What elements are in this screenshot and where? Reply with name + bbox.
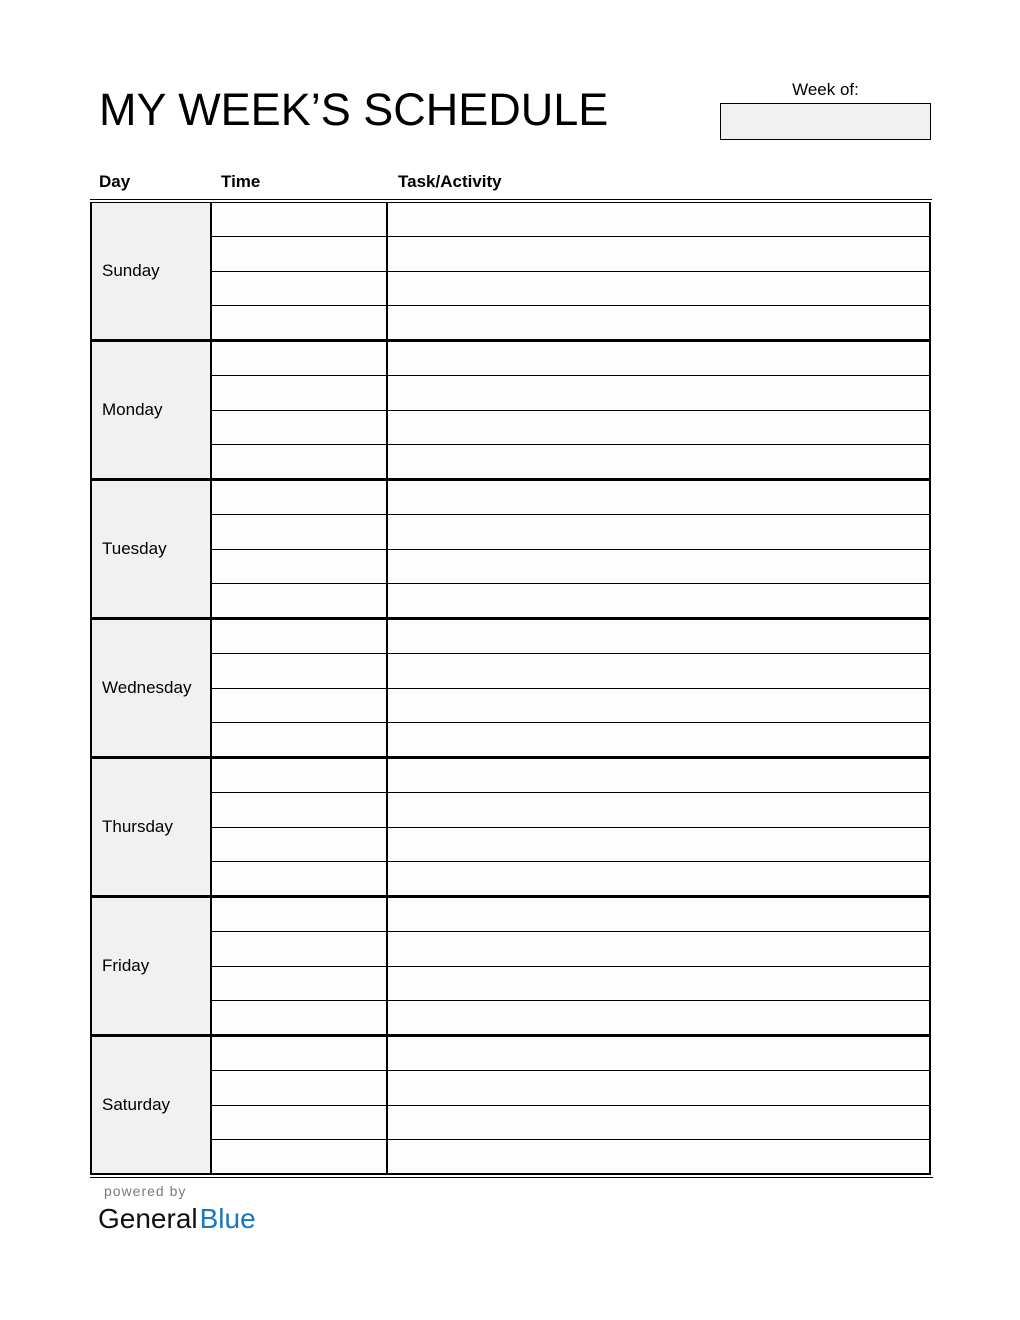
- table-row: [212, 862, 929, 895]
- time-cell[interactable]: [212, 898, 388, 931]
- time-cell[interactable]: [212, 584, 388, 617]
- table-row: [212, 967, 929, 1001]
- day-rows: [212, 759, 929, 895]
- time-cell[interactable]: [212, 1037, 388, 1070]
- table-row: [212, 237, 929, 271]
- column-header-time: Time: [221, 172, 261, 191]
- header-divider: [90, 199, 932, 200]
- table-row: [212, 342, 929, 376]
- powered-by-text: powered by: [104, 1183, 187, 1199]
- task-cell[interactable]: [388, 828, 929, 861]
- task-cell[interactable]: [388, 1140, 929, 1173]
- task-cell[interactable]: [388, 620, 929, 653]
- table-row: [212, 306, 929, 339]
- time-cell[interactable]: [212, 411, 388, 444]
- time-cell[interactable]: [212, 306, 388, 339]
- day-rows: [212, 620, 929, 756]
- day-label-friday: Friday: [92, 898, 212, 1034]
- day-block-saturday: [90, 1036, 931, 1175]
- bottom-divider: [90, 1177, 933, 1178]
- day-block-sunday: [90, 202, 931, 341]
- day-label-wednesday: Wednesday: [92, 620, 212, 756]
- table-row: [212, 1106, 929, 1140]
- table-row: [212, 793, 929, 827]
- time-cell[interactable]: [212, 654, 388, 687]
- table-row: [212, 515, 929, 549]
- day-block-thursday: [90, 758, 931, 897]
- time-cell[interactable]: [212, 1071, 388, 1104]
- time-cell[interactable]: [212, 445, 388, 478]
- task-cell[interactable]: [388, 793, 929, 826]
- table-row: [212, 759, 929, 793]
- day-rows: [212, 342, 929, 478]
- day-block-wednesday: [90, 619, 931, 758]
- time-cell[interactable]: [212, 1140, 388, 1173]
- day-block-tuesday: [90, 480, 931, 619]
- week-of-label: Week of:: [792, 80, 859, 99]
- task-cell[interactable]: [388, 898, 929, 931]
- time-cell[interactable]: [212, 203, 388, 236]
- table-row: [212, 411, 929, 445]
- table-row: [212, 654, 929, 688]
- time-cell[interactable]: [212, 932, 388, 965]
- table-row: [212, 272, 929, 306]
- table-row: [212, 1037, 929, 1071]
- task-cell[interactable]: [388, 1071, 929, 1104]
- time-cell[interactable]: [212, 862, 388, 895]
- task-cell[interactable]: [388, 967, 929, 1000]
- time-cell[interactable]: [212, 723, 388, 756]
- column-header-day: Day: [99, 172, 131, 191]
- time-cell[interactable]: [212, 1106, 388, 1139]
- table-row: [212, 203, 929, 237]
- task-cell[interactable]: [388, 376, 929, 409]
- time-cell[interactable]: [212, 1001, 388, 1034]
- task-cell[interactable]: [388, 654, 929, 687]
- brand-name-blue: Blue: [199, 1203, 256, 1234]
- table-row: [212, 689, 929, 723]
- day-block-friday: [90, 897, 931, 1036]
- task-cell[interactable]: [388, 932, 929, 965]
- table-row: [212, 1001, 929, 1034]
- time-cell[interactable]: [212, 272, 388, 305]
- column-header-task: Task/Activity: [398, 172, 502, 191]
- time-cell[interactable]: [212, 376, 388, 409]
- day-rows: [212, 898, 929, 1034]
- table-row: [212, 898, 929, 932]
- table-row: [212, 932, 929, 966]
- table-row: [212, 376, 929, 410]
- brand-name-general: General: [98, 1203, 198, 1234]
- time-cell[interactable]: [212, 481, 388, 514]
- task-cell[interactable]: [388, 759, 929, 792]
- week-of-field[interactable]: [720, 103, 931, 140]
- day-rows: [212, 203, 929, 339]
- task-cell[interactable]: [388, 1106, 929, 1139]
- time-cell[interactable]: [212, 828, 388, 861]
- schedule-grid: [90, 202, 931, 1175]
- task-cell[interactable]: [388, 550, 929, 583]
- table-row: [212, 481, 929, 515]
- time-cell[interactable]: [212, 515, 388, 548]
- table-row: [212, 723, 929, 756]
- task-cell[interactable]: [388, 445, 929, 478]
- task-cell[interactable]: [388, 481, 929, 514]
- task-cell[interactable]: [388, 1001, 929, 1034]
- page-title: MY WEEK’S SCHEDULE: [99, 84, 609, 135]
- table-row: [212, 1140, 929, 1173]
- task-cell[interactable]: [388, 203, 929, 236]
- table-row: [212, 1071, 929, 1105]
- task-cell[interactable]: [388, 272, 929, 305]
- day-label-sunday: Sunday: [92, 203, 212, 339]
- task-cell[interactable]: [388, 515, 929, 548]
- table-row: [212, 620, 929, 654]
- table-row: [212, 828, 929, 862]
- task-cell[interactable]: [388, 342, 929, 375]
- time-cell[interactable]: [212, 759, 388, 792]
- time-cell[interactable]: [212, 689, 388, 722]
- task-cell[interactable]: [388, 411, 929, 444]
- day-label-thursday: Thursday: [92, 759, 212, 895]
- day-label-tuesday: Tuesday: [92, 481, 212, 617]
- table-row: [212, 584, 929, 617]
- task-cell[interactable]: [388, 1037, 929, 1070]
- time-cell[interactable]: [212, 967, 388, 1000]
- time-cell[interactable]: [212, 620, 388, 653]
- task-cell[interactable]: [388, 584, 929, 617]
- brand-logo: [98, 1202, 256, 1236]
- day-label-monday: Monday: [92, 342, 212, 478]
- time-cell[interactable]: [212, 342, 388, 375]
- task-cell[interactable]: [388, 306, 929, 339]
- task-cell[interactable]: [388, 862, 929, 895]
- table-row: [212, 550, 929, 584]
- time-cell[interactable]: [212, 550, 388, 583]
- day-rows: [212, 481, 929, 617]
- task-cell[interactable]: [388, 237, 929, 270]
- time-cell[interactable]: [212, 237, 388, 270]
- day-block-monday: [90, 341, 931, 480]
- task-cell[interactable]: [388, 723, 929, 756]
- table-row: [212, 445, 929, 478]
- day-rows: [212, 1037, 929, 1173]
- task-cell[interactable]: [388, 689, 929, 722]
- day-label-saturday: Saturday: [92, 1037, 212, 1173]
- time-cell[interactable]: [212, 793, 388, 826]
